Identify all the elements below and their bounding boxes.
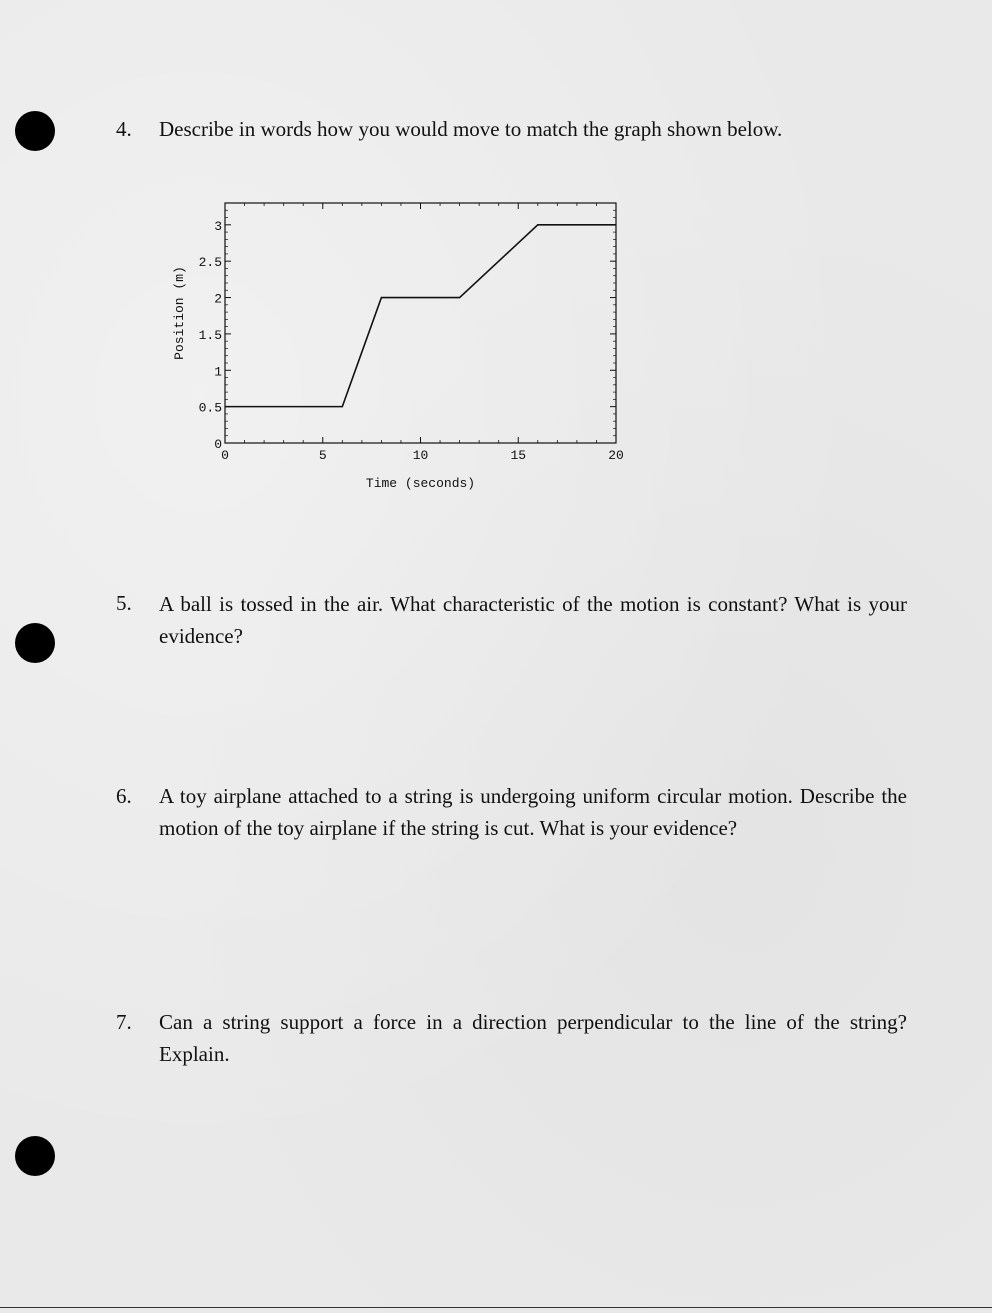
y-tick-label: 1 [214,364,222,380]
binder-hole [15,111,55,151]
question-5-number: 5. [116,591,132,615]
question-5-text: A ball is tossed in the air. What characteristic of the motion is constant? What is your evidence? [159,592,907,648]
x-tick-label: 20 [608,448,624,463]
question-6-text: A toy airplane attached to a string is undergoing uniform circular motion. Describe the motion of the toy airplane if the string is cut. What is your evidence? [159,784,907,840]
y-axis-label: Position (m) [172,266,187,360]
binder-hole [15,1136,55,1176]
question-7-text: Can a string support a force in a direction perpendicular to the line of the string? Explain. [159,1010,907,1066]
x-tick-label: 10 [412,448,429,463]
question-4-number: 4. [116,117,132,141]
y-tick-label: 2.5 [198,255,222,271]
chart-svg [160,190,640,500]
question-4-text: Describe in words how you would move to match the graph shown below. [159,117,783,141]
question-7-number: 7. [116,1010,132,1034]
question-6-number: 6. [116,784,132,808]
page-bottom-edge [0,1307,992,1308]
y-tick-label: 1.5 [198,327,222,343]
x-tick-label: 5 [318,448,327,463]
y-tick-label: 0.5 [198,400,222,416]
y-tick-label: 3 [214,218,222,234]
series-line [225,225,616,407]
x-tick-label: 0 [221,448,229,463]
x-axis-label: Time (seconds) [365,476,476,491]
position-time-chart [160,190,640,500]
x-tick-label: 15 [510,448,527,463]
binder-hole [15,623,55,663]
y-tick-label: 2 [214,291,222,307]
y-tick-label: 0 [214,437,222,452]
